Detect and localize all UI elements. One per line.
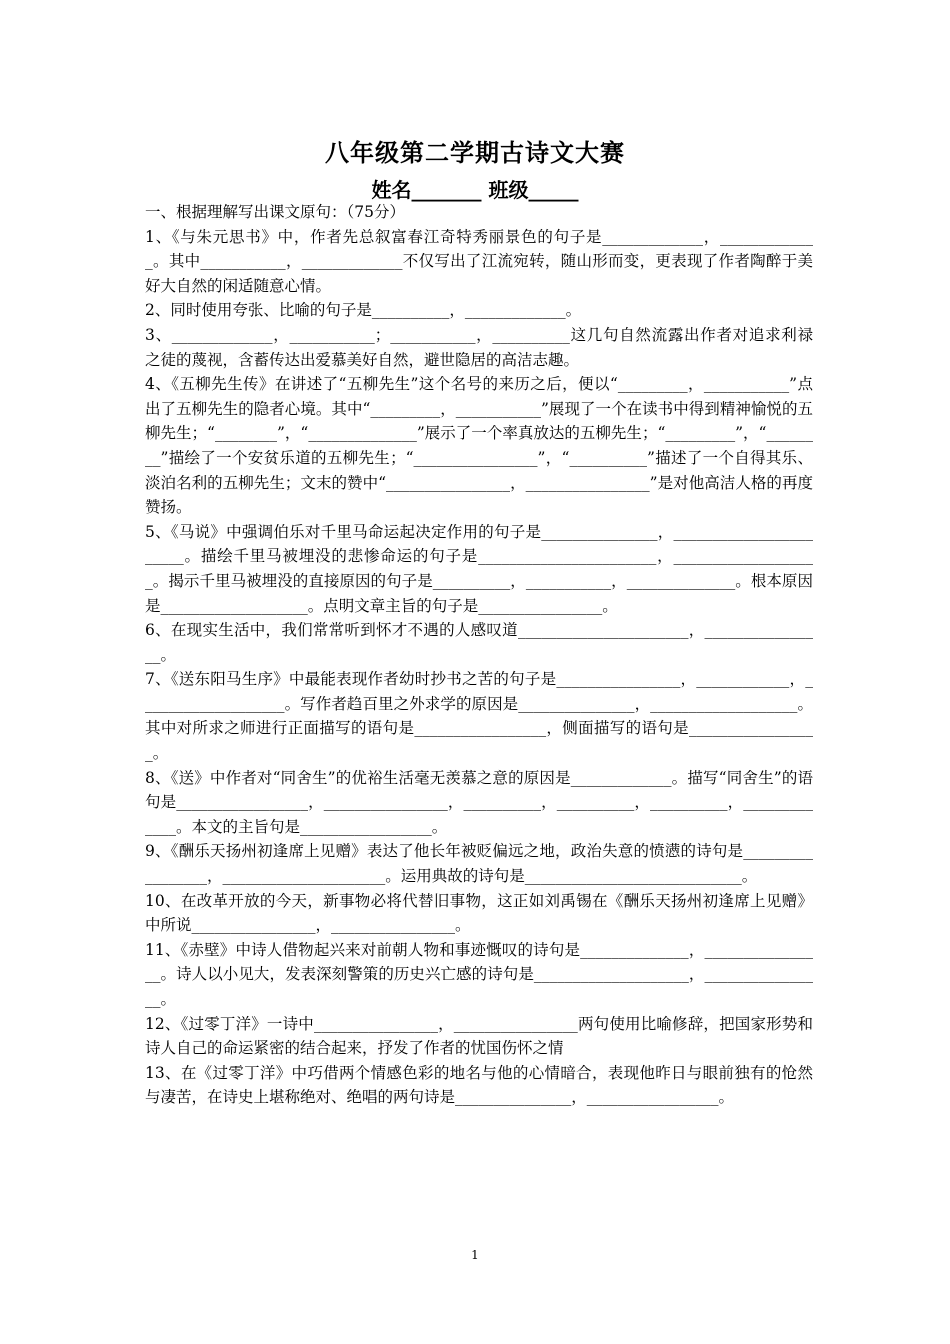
- question-5: 5、《马说》中强调伯乐对千里马命运起决定作用的句子是_______________，_______________________。描绘千里马被埋没的悲惨命运的句子是_______________________，___________________。揭示千里马被埋没的直接原因的句子是__________，___________，______________。根本原因是___________________。点明文章主旨的句子是________________。: [145, 522, 813, 615]
- question-6: 6、在现实生活中，我们常常听到怀才不遇的人感叹道______________________，________________。: [145, 621, 813, 664]
- question-11: 11、《赤壁》中诗人借物起兴来对前朝人物和事迹慨叹的诗句是______________，________________。诗人以小见大，发表深刻警策的历史兴亡感的诗句是____________________，________________。: [145, 940, 813, 1008]
- question-4: 4、《五柳先生传》在讲述了“五柳先生”这个名号的来历之后，便以“_________，___________”点出了五柳先生的隐者心境。其中“_________，___________”展现了一个在读书中得到精神愉悦的五柳先生；“________”，“______________”展示了一个率真放达的五柳先生；“_________”，“________”描绘了一个安贫乐道的五柳先生；“________________”，“__________”描述了一个自得其乐、淡泊名利的五柳先生；文末的赞中“________________，________________”是对他高洁人格的再度赞扬。: [145, 375, 813, 517]
- question-7: 7、《送东阳马生序》中最能表现作者幼时抄书之苦的句子是________________，____________，___________________。写作者趋百里之外求学的原因是_______________，___________________。其中对所求之师进行正面描写的语句是_________________，侧面描写的语句是_________________。: [145, 670, 813, 763]
- question-2: 2、同时使用夸张、比喻的句子是__________，_____________。: [145, 301, 582, 320]
- question-9: 9、《酬乐天扬州初逢席上见赠》表达了他长年被贬偏远之地，政治失意的愤懑的诗句是_________________，_____________________。运用典故的诗句是____________________________。: [145, 842, 813, 886]
- question-3: 3、_____________，___________；___________，__________这几句自然流露出作者对追求利禄之徒的蔑视，含蓄传达出爱慕美好自然，避世隐居的高洁志趣。: [145, 325, 813, 369]
- question-12: 12、《过零丁洋》一诗中________________，________________两句使用比喻修辞，把国家形势和诗人自己的命运紧密的结合起来，抒发了作者的忧国伤怀之情: [145, 1014, 813, 1058]
- name-class-line: 姓名_______ 班级_____: [371, 178, 579, 202]
- question-13: 13、在《过零丁洋》中巧借两个情感色彩的地名与他的心情暗合，表现他昨日与眼前独有的怆然与凄苦，在诗史上堪称绝对、绝唱的两句诗是_______________，_________________。: [145, 1063, 813, 1107]
- question-10: 10、在改革开放的今天，新事物必将代替旧事物，这正如刘禹锡在《酬乐天扬州初逢席上见赠》中所说________________，________________。: [145, 891, 813, 935]
- question-8: 8、《送》中作者对“同舍生”的优裕生活毫无羡慕之意的原因是_____________。描写“同舍生”的语句是_________________，________________，__________，__________，__________，_____________。本文的主旨句是_________________。: [145, 768, 813, 836]
- section-heading: 一、根据理解写出课文原句：（75分）: [145, 203, 405, 221]
- page-title: 八年级第二学期古诗文大赛: [325, 138, 625, 167]
- question-content: [145, 200, 813, 1110]
- question-1: 1、《与朱元思书》中，作者先总叙富春江奇特秀丽景色的句子是_____________，_____________。其中___________，_____________不仅写出了江流宛转，随山形而变，更表现了作者陶醉于美好大自然的闲适随意心情。: [145, 227, 813, 295]
- page-number: 1: [471, 1248, 479, 1262]
